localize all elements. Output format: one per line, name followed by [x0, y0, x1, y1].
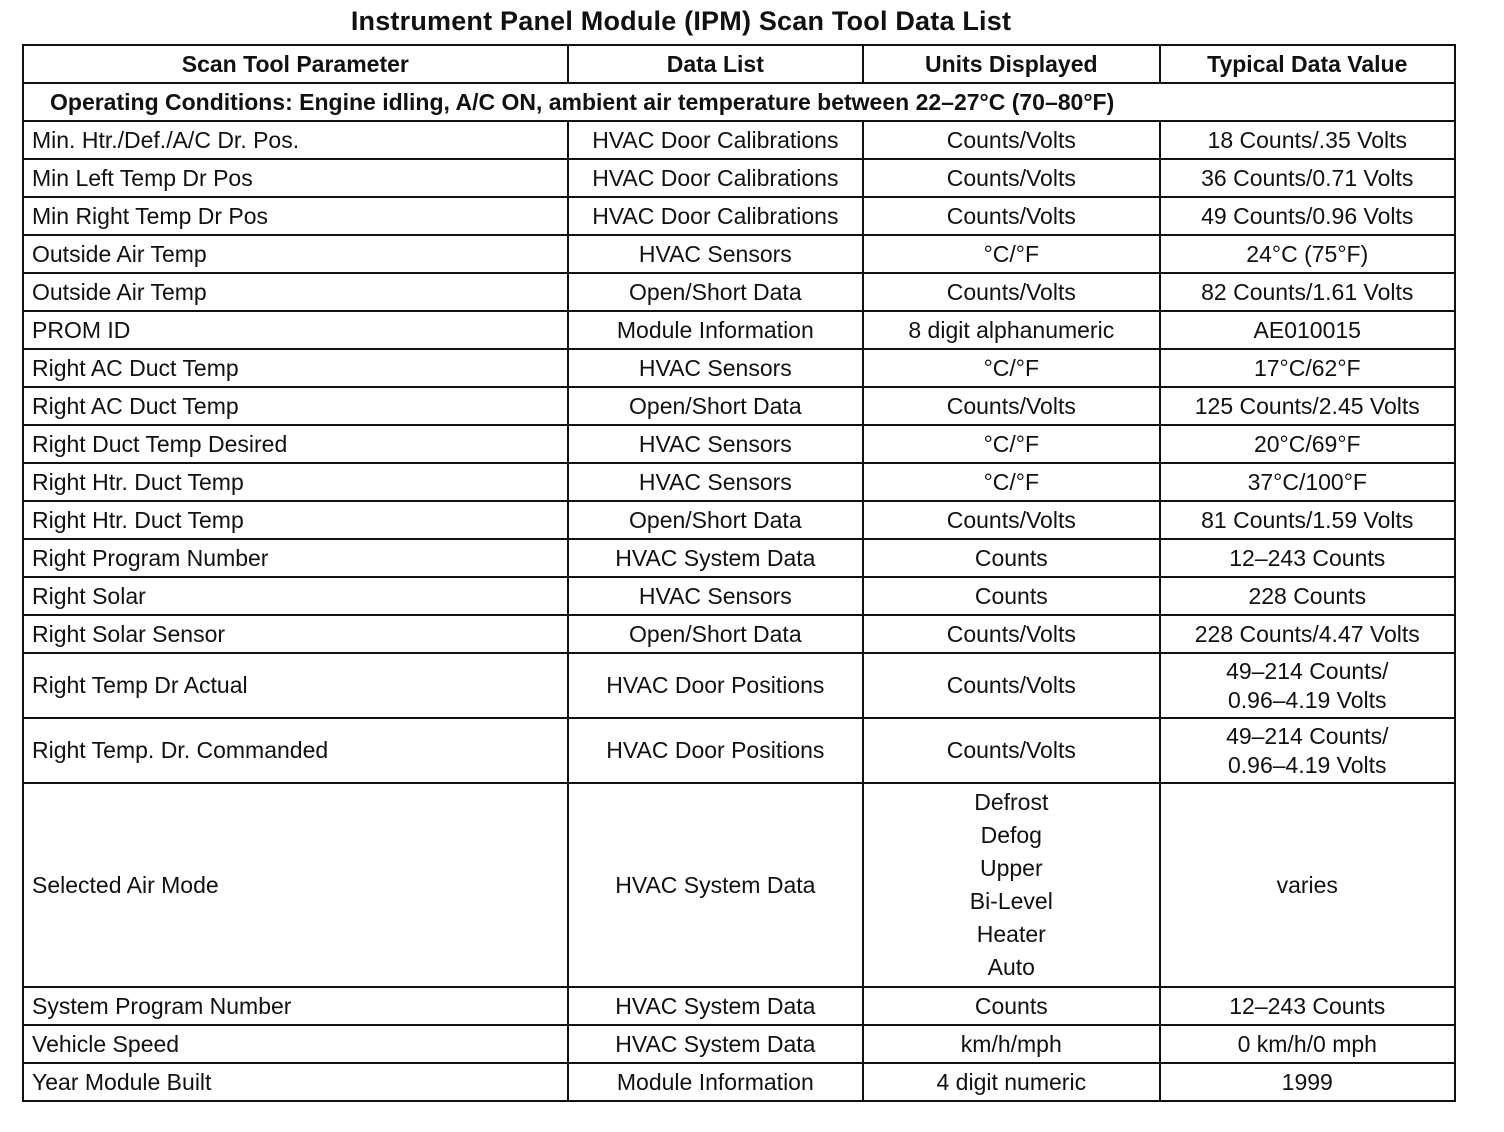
cell-typical-value: 20°C/69°F: [1160, 425, 1455, 463]
cell-units: Counts/Volts: [863, 197, 1159, 235]
cell-parameter: Outside Air Temp: [23, 235, 568, 273]
cell-typical-value: AE010015: [1160, 311, 1455, 349]
units-line: Auto: [987, 954, 1035, 980]
cell-data-list: Module Information: [568, 1063, 863, 1101]
cell-data-list: HVAC Door Positions: [568, 718, 863, 783]
cell-units: °C/°F: [863, 235, 1159, 273]
cell-typical-value: 125 Counts/2.45 Volts: [1160, 387, 1455, 425]
cell-data-list: HVAC Door Positions: [568, 653, 863, 718]
table-row: [23, 987, 1455, 1025]
header-data-list: Data List: [568, 45, 863, 83]
cell-units: Counts/Volts: [863, 718, 1159, 783]
cell-parameter: Right Htr. Duct Temp: [23, 501, 568, 539]
table-row: [23, 311, 1455, 349]
units-line: Defrost: [974, 789, 1049, 815]
table-row: [23, 235, 1455, 273]
cell-typical-value: 1999: [1160, 1063, 1455, 1101]
table-row: [23, 349, 1455, 387]
cell-parameter: Right Temp. Dr. Commanded: [23, 718, 568, 783]
cell-parameter: Right AC Duct Temp: [23, 349, 568, 387]
cell-parameter: System Program Number: [23, 987, 568, 1025]
cell-parameter: Min. Htr./Def./A/C Dr. Pos.: [23, 121, 568, 159]
cell-parameter: Min Right Temp Dr Pos: [23, 197, 568, 235]
cell-data-list: HVAC Door Calibrations: [568, 197, 863, 235]
cell-typical-value: 17°C/62°F: [1160, 349, 1455, 387]
header-units-displayed: Units Displayed: [863, 45, 1159, 83]
page-title: Instrument Panel Module (IPM) Scan Tool Data List: [350, 6, 1012, 36]
header-scan-tool-parameter: Scan Tool Parameter: [23, 45, 568, 83]
cell-typical-value: 12–243 Counts: [1160, 539, 1455, 577]
cell-parameter: Outside Air Temp: [23, 273, 568, 311]
cell-parameter: Right Solar Sensor: [23, 615, 568, 653]
cell-typical-value: 36 Counts/0.71 Volts: [1160, 159, 1455, 197]
cell-data-list: HVAC Sensors: [568, 425, 863, 463]
cell-typical-value: [1160, 653, 1455, 718]
cell-typical-value: 18 Counts/.35 Volts: [1160, 121, 1455, 159]
table-row: [23, 387, 1455, 425]
cell-data-list: Open/Short Data: [568, 615, 863, 653]
units-line: Bi-Level: [969, 888, 1053, 914]
cell-data-list: HVAC Door Calibrations: [568, 121, 863, 159]
operating-conditions: Operating Conditions: Engine idling, A/C ON, ambient air temperature between 22–27°C (70–80°F): [23, 83, 1455, 121]
cell-data-list: HVAC Door Calibrations: [568, 159, 863, 197]
cell-units: °C/°F: [863, 425, 1159, 463]
table-row: [23, 121, 1455, 159]
cell-data-list: HVAC Sensors: [568, 463, 863, 501]
cell-data-list: Open/Short Data: [568, 273, 863, 311]
table-row: [23, 463, 1455, 501]
cell-parameter: Right AC Duct Temp: [23, 387, 568, 425]
header-typical-data-value: Typical Data Value: [1160, 45, 1455, 83]
cell-data-list: HVAC Sensors: [568, 235, 863, 273]
table-row: [23, 577, 1455, 615]
cell-units: Counts/Volts: [863, 501, 1159, 539]
cell-data-list: HVAC System Data: [568, 539, 863, 577]
cell-parameter: Selected Air Mode: [23, 783, 568, 987]
cell-units: Counts: [863, 987, 1159, 1025]
cell-units: [863, 783, 1159, 987]
cell-units: km/h/mph: [863, 1025, 1159, 1063]
cell-units: Counts/Volts: [863, 159, 1159, 197]
cell-typical-value: 12–243 Counts: [1160, 987, 1455, 1025]
table-row: [23, 539, 1455, 577]
cell-data-list: Open/Short Data: [568, 387, 863, 425]
value-line: 49–214 Counts/: [1226, 722, 1389, 749]
units-line: Heater: [976, 921, 1046, 947]
cell-typical-value: varies: [1160, 783, 1455, 987]
units-line: Upper: [979, 855, 1043, 881]
cell-units: Counts/Volts: [863, 387, 1159, 425]
cell-typical-value: 228 Counts/4.47 Volts: [1160, 615, 1455, 653]
cell-units: Counts/Volts: [863, 273, 1159, 311]
value-line: 0.96–4.19 Volts: [1227, 686, 1387, 713]
cell-data-list: HVAC System Data: [568, 783, 863, 987]
table-row: [23, 501, 1455, 539]
cell-units: Counts: [863, 577, 1159, 615]
cell-data-list: HVAC Sensors: [568, 577, 863, 615]
table-row: [23, 615, 1455, 653]
cell-typical-value: 0 km/h/0 mph: [1160, 1025, 1455, 1063]
cell-data-list: HVAC Sensors: [568, 349, 863, 387]
cell-data-list: HVAC System Data: [568, 1025, 863, 1063]
value-line: 0.96–4.19 Volts: [1227, 751, 1387, 778]
cell-typical-value: 49 Counts/0.96 Volts: [1160, 197, 1455, 235]
cell-parameter: Min Left Temp Dr Pos: [23, 159, 568, 197]
cell-typical-value: [1160, 718, 1455, 783]
table-row: [23, 273, 1455, 311]
table-row: [23, 159, 1455, 197]
cell-typical-value: 81 Counts/1.59 Volts: [1160, 501, 1455, 539]
cell-units: Counts/Volts: [863, 653, 1159, 718]
cell-units: Counts/Volts: [863, 615, 1159, 653]
cell-units: Counts/Volts: [863, 121, 1159, 159]
cell-parameter: Right Temp Dr Actual: [23, 653, 568, 718]
cell-typical-value: 24°C (75°F): [1160, 235, 1455, 273]
scan-tool-data-table: [22, 44, 1456, 1102]
table-row: [23, 783, 1455, 987]
table-row: [23, 197, 1455, 235]
cell-units: °C/°F: [863, 463, 1159, 501]
cell-parameter: Right Htr. Duct Temp: [23, 463, 568, 501]
cell-typical-value: 82 Counts/1.61 Volts: [1160, 273, 1455, 311]
header-row: [23, 45, 1455, 83]
cell-data-list: Module Information: [568, 311, 863, 349]
table-row: [23, 425, 1455, 463]
units-line: Defog: [980, 822, 1042, 848]
cell-parameter: Year Module Built: [23, 1063, 568, 1101]
cell-parameter: Right Duct Temp Desired: [23, 425, 568, 463]
table-row: [23, 653, 1455, 718]
cell-data-list: Open/Short Data: [568, 501, 863, 539]
cell-units: 8 digit alphanumeric: [863, 311, 1159, 349]
operating-conditions-row: [23, 83, 1455, 121]
cell-parameter: Right Solar: [23, 577, 568, 615]
cell-units: 4 digit numeric: [863, 1063, 1159, 1101]
table-row: [23, 718, 1455, 783]
cell-parameter: Right Program Number: [23, 539, 568, 577]
value-line: 49–214 Counts/: [1226, 657, 1389, 684]
table-row: [23, 1063, 1455, 1101]
cell-units: °C/°F: [863, 349, 1159, 387]
cell-typical-value: 37°C/100°F: [1160, 463, 1455, 501]
cell-units: Counts: [863, 539, 1159, 577]
cell-parameter: Vehicle Speed: [23, 1025, 568, 1063]
table-row: [23, 1025, 1455, 1063]
cell-parameter: PROM ID: [23, 311, 568, 349]
cell-data-list: HVAC System Data: [568, 987, 863, 1025]
cell-typical-value: 228 Counts: [1160, 577, 1455, 615]
